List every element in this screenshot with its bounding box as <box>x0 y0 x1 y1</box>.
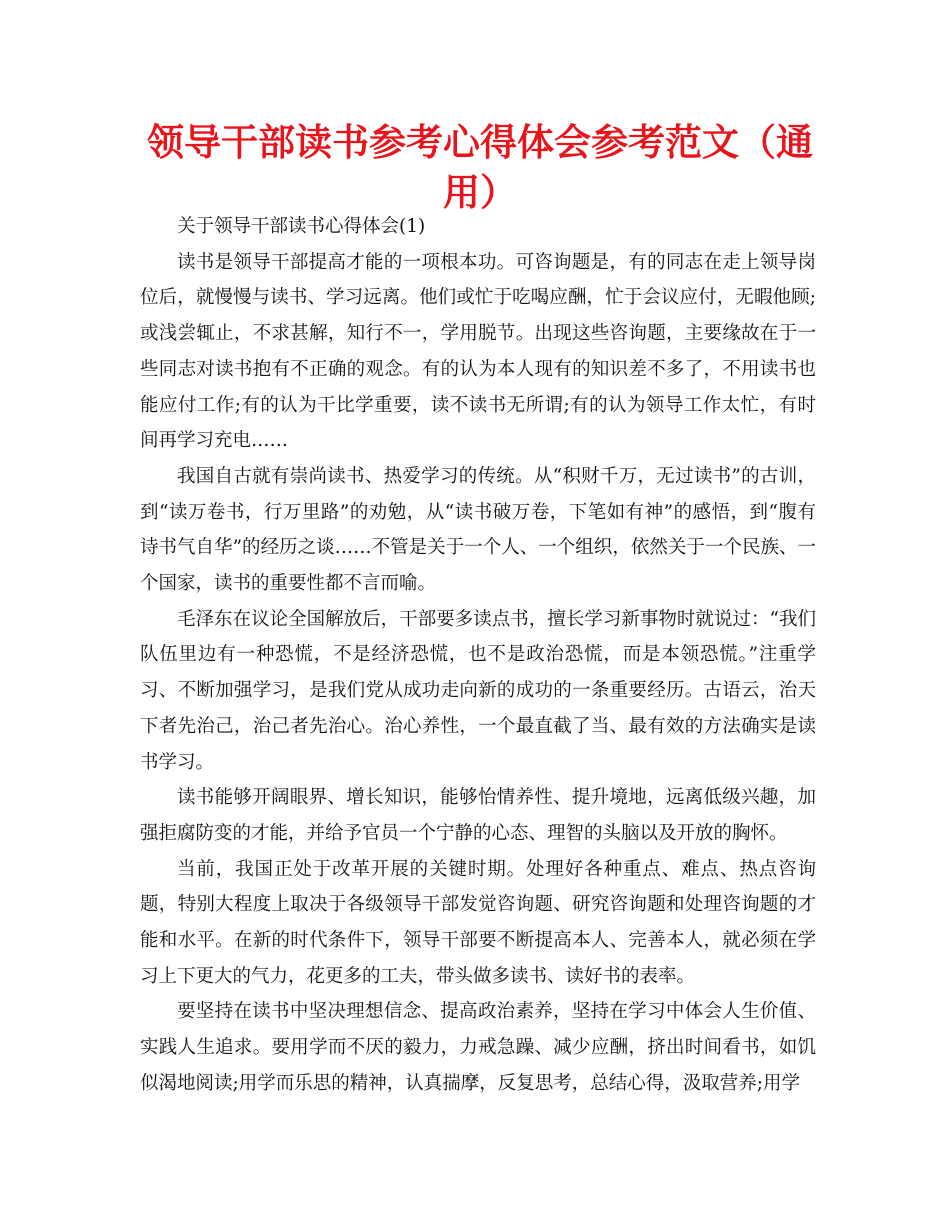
paragraph: 当前，我国正处于改革开展的关键时期。处理好各种重点、难点、热点咨询题，特别大程度上取决于各级领导干部发觉咨询题、研究咨询题和处理咨询题的才能和水平。在新的时代条件下，领导干部要不断提高本人、完善本人，就必须在学习上下更大的气力，花更多的工夫，带头做多读书、读好书的表率。 <box>140 858 816 987</box>
document-title: 领导干部读书参考心得体会参考范文（通用） <box>147 121 813 214</box>
paragraph: 读书是领导干部提高才能的一项根本功。可咨询题是，有的同志在走上领导岗位后，就慢慢与读书、学习远离。他们或忙于吃喝应酬，忙于会议应付，无暇他顾;或浅尝辄止，不求甚解，知行不一，学用脱节。出现这些咨询题，主要缘故在于一些同志对读书抱有不正确的观念。有的认为本人现有的知识差不多了，不用读书也能应付工作;有的认为干比学重要，读不读书无所谓;有的认为领导工作太忙，有时间再学习充电…… <box>140 251 816 452</box>
paragraph: 读书能够开阔眼界、增长知识，能够怡情养性、提升境地，远离低级兴趣，加强拒腐防变的才能，并给予官员一个宁静的心态、理智的头脑以及开放的胸怀。 <box>140 787 816 844</box>
paragraph: 要坚持在读书中坚决理想信念、提高政治素养，坚持在学习中体会人生价值、实践人生追求。要用学而不厌的毅力，力戒急躁、减少应酬，挤出时间看书，如饥似渴地阅读;用学而乐思的精神，认真揣摩，反复思考，总结心得，汲取营养;用学 <box>140 1001 816 1094</box>
paragraph: 毛泽东在议论全国解放后，干部要多读点书，擅长学习新事物时就说过：“我们队伍里边有一种恐慌，不是经济恐慌，也不是政治恐慌，而是本领恐慌。”注重学习、不断加强学习，是我们党从成功走向新的成功的一条重要经历。古语云，治天下者先治己，治己者先治心。治心养性，一个最直截了当、最有效的方法确实是读书学习。 <box>140 608 816 773</box>
section-subtitle: 关于领导干部读书心得体会(1) <box>177 216 426 237</box>
document-body <box>140 209 816 1102</box>
paragraph: 我国自古就有崇尚读书、热爱学习的传统。从“积财千万，无过读书”的古训，到“读万卷书，行万里路”的劝勉，从“读书破万卷，下笔如有神”的感悟，到“腹有诗书气自华”的经历之谈……不管是关于一个人、一个组织，依然关于一个民族、一个国家，读书的重要性都不言而喻。 <box>140 465 816 595</box>
